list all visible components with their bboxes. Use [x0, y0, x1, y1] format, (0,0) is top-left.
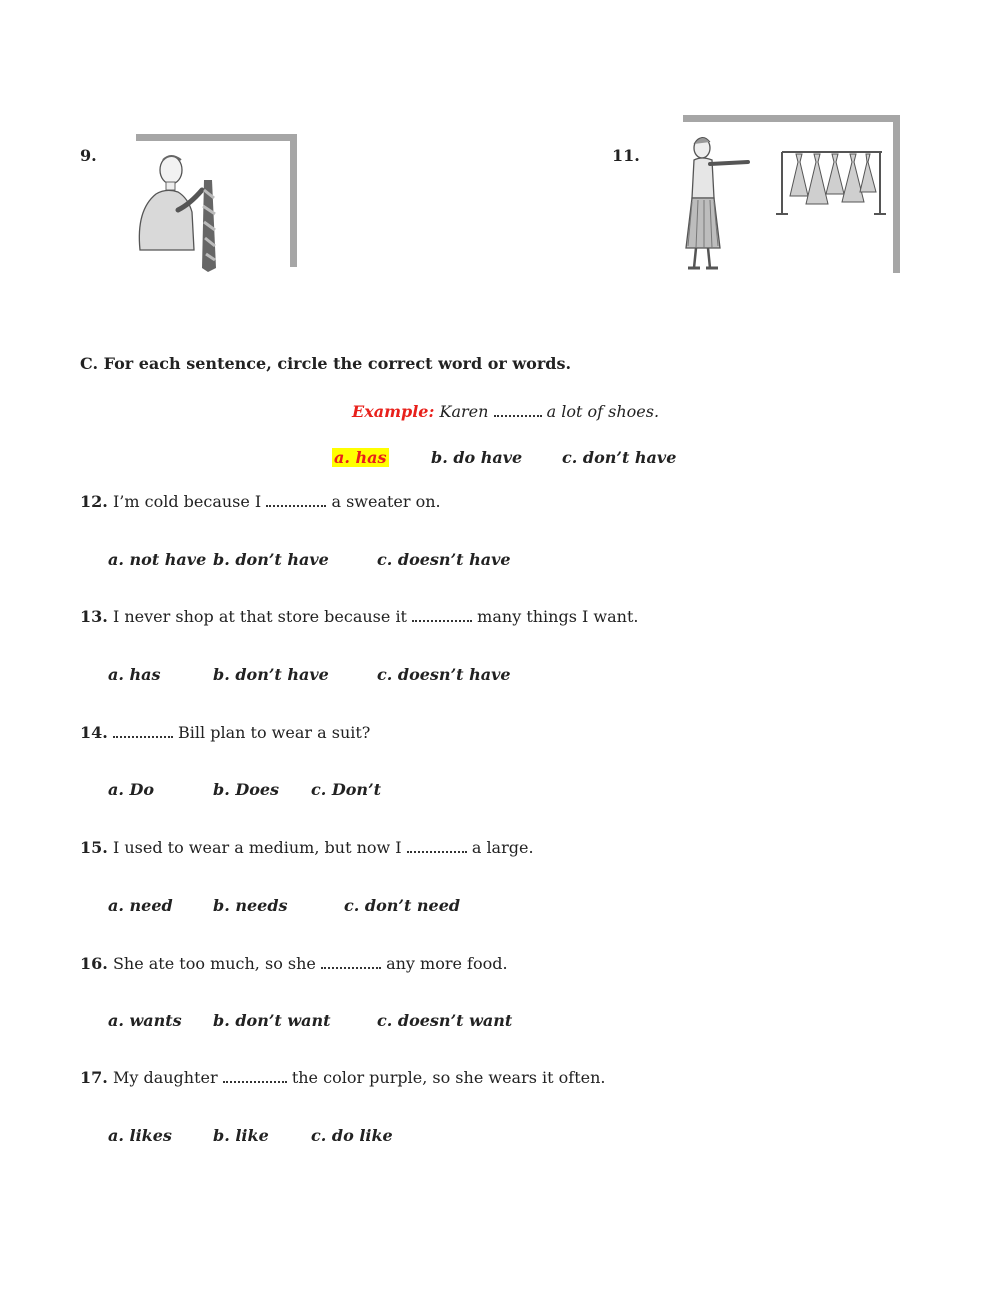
question-number: 17.: [80, 1068, 108, 1087]
question-16: [80, 954, 508, 973]
question-text-before: I never shop at that store because it: [112, 607, 407, 626]
answer-blank[interactable]: [407, 839, 467, 853]
picture-number-11: 11.: [612, 146, 640, 165]
answer-blank[interactable]: [113, 724, 173, 738]
example-label: Example:: [352, 402, 435, 421]
example-sentence: [352, 402, 659, 421]
question-number: 12.: [80, 492, 108, 511]
question-text-after: the color purple, so she wears it often.: [291, 1068, 606, 1087]
q13-option-b[interactable]: b. don’t have: [213, 665, 329, 684]
section-heading: C. For each sentence, circle the correct word or words.: [80, 354, 572, 373]
q16-option-c[interactable]: c. doesn’t want: [377, 1011, 513, 1030]
question-number: 14.: [80, 723, 108, 742]
picture-number-9: 9.: [80, 146, 97, 165]
q17-option-b[interactable]: b. like: [213, 1126, 269, 1145]
q13-option-c[interactable]: c. doesn’t have: [377, 665, 511, 684]
question-number: 15.: [80, 838, 108, 857]
example-blank: [494, 403, 542, 417]
question-text-after: any more food.: [386, 954, 508, 973]
q14-option-a[interactable]: a. Do: [108, 780, 155, 799]
question-12: [80, 492, 441, 511]
answer-blank[interactable]: [266, 493, 326, 507]
question-text-after: a sweater on.: [331, 492, 441, 511]
woman-pointing-at-dresses-icon: [672, 132, 892, 274]
q17-option-c[interactable]: c. do like: [311, 1126, 393, 1145]
q12-option-b[interactable]: b. don’t have: [213, 550, 329, 569]
example-text-before: Karen: [439, 402, 489, 421]
q14-option-b[interactable]: b. Does: [213, 780, 280, 799]
q16-option-b[interactable]: b. don’t want: [213, 1011, 331, 1030]
answer-blank[interactable]: [412, 608, 472, 622]
answer-blank[interactable]: [321, 955, 381, 969]
q15-option-a[interactable]: a. need: [108, 896, 173, 915]
q15-option-c[interactable]: c. don’t need: [344, 896, 461, 915]
question-text-before: I used to wear a medium, but now I: [112, 838, 402, 857]
q12-option-a[interactable]: a. not have: [108, 550, 207, 569]
question-text-after: Bill plan to wear a suit?: [178, 723, 371, 742]
question-number: 13.: [80, 607, 108, 626]
question-13: [80, 607, 638, 626]
question-17: [80, 1068, 606, 1087]
example-text-after: a lot of shoes.: [546, 402, 660, 421]
q13-option-a[interactable]: a. has: [108, 665, 161, 684]
question-text-before: My daughter: [112, 1068, 218, 1087]
question-text-after: many things I want.: [477, 607, 639, 626]
example-option-c[interactable]: c. don’t have: [562, 448, 677, 467]
q15-option-b[interactable]: b. needs: [213, 896, 288, 915]
example-option-a[interactable]: a. has: [334, 448, 387, 467]
question-15: [80, 838, 534, 857]
question-14: [80, 723, 370, 742]
q12-option-c[interactable]: c. doesn’t have: [377, 550, 511, 569]
question-text-before: I’m cold because I: [112, 492, 262, 511]
q16-option-a[interactable]: a. wants: [108, 1011, 182, 1030]
question-number: 16.: [80, 954, 108, 973]
example-option-b[interactable]: b. do have: [431, 448, 523, 467]
man-with-tie-icon: [126, 150, 226, 272]
q14-option-c[interactable]: c. Don’t: [311, 780, 382, 799]
question-text-before: She ate too much, so she: [112, 954, 316, 973]
q17-option-a[interactable]: a. likes: [108, 1126, 172, 1145]
answer-blank[interactable]: [223, 1069, 287, 1083]
question-text-after: a large.: [471, 838, 534, 857]
